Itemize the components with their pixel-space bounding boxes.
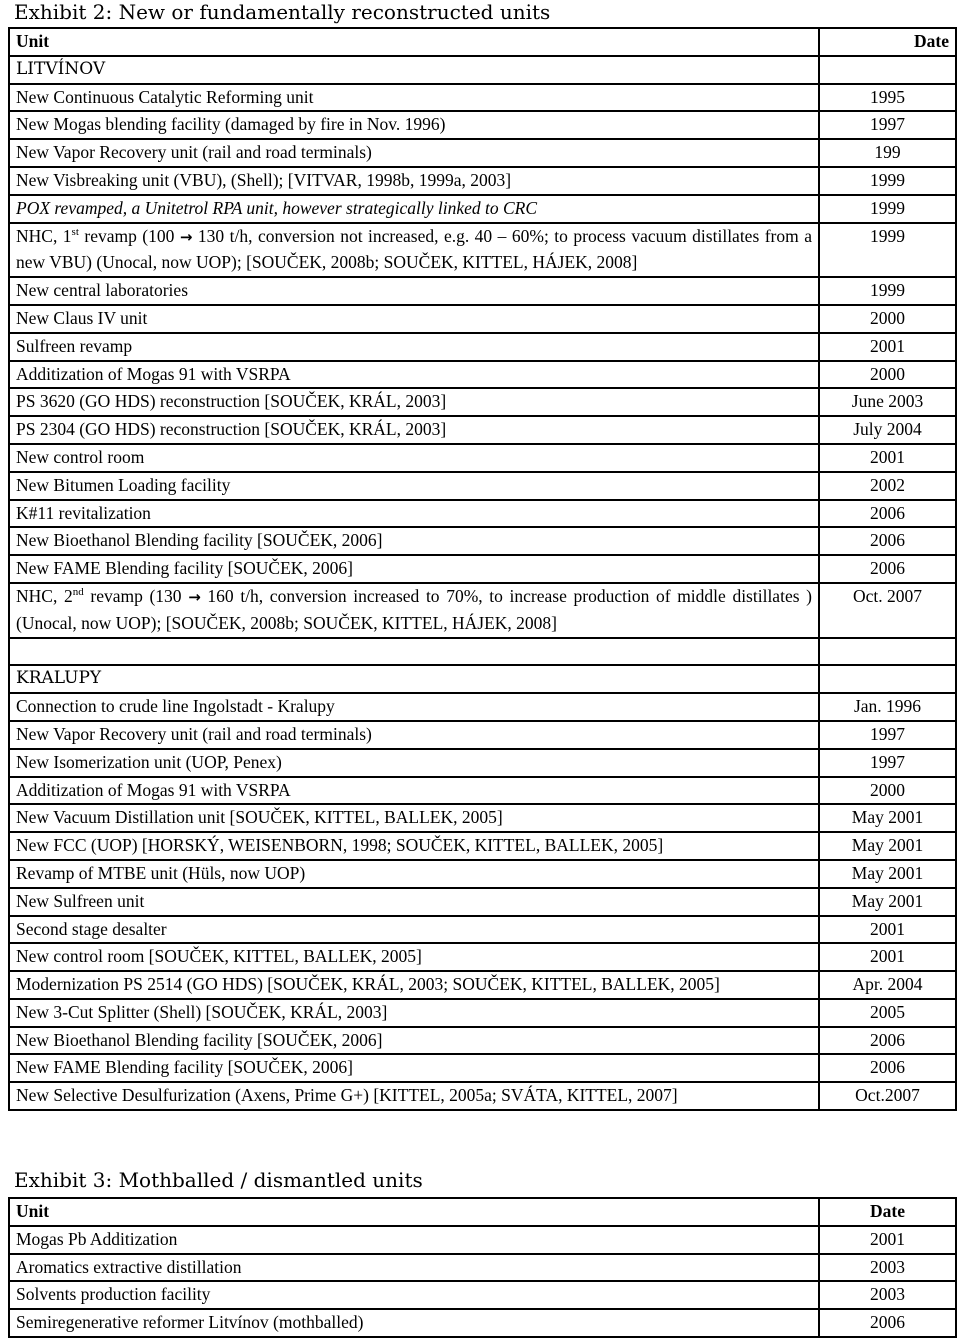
ordinal-suffix: st: [71, 225, 79, 238]
date-cell: 2006: [819, 555, 956, 583]
date-cell: 1997: [819, 721, 956, 749]
table-row: [9, 444, 956, 472]
unit-cell: Connection to crude line Ingolstadt - Kralupy: [9, 693, 819, 721]
exhibit-2-body: [9, 28, 956, 1110]
table-row: [9, 167, 956, 195]
unit-cell: New Vapor Recovery unit (rail and road terminals): [9, 139, 819, 167]
unit-cell: Aromatics extractive distillation: [9, 1254, 819, 1282]
table-header-row: [9, 1198, 956, 1226]
date-cell: 2001: [819, 1226, 956, 1254]
unit-cell: PS 3620 (GO HDS) reconstruction [SOUČEK, KRÁL, 2003]: [9, 388, 819, 416]
date-cell: Apr. 2004: [819, 971, 956, 999]
unit-cell: Mogas Pb Additization: [9, 1226, 819, 1254]
date-column-header: Date: [819, 1198, 956, 1226]
table-row: [9, 84, 956, 112]
date-cell: July 2004: [819, 416, 956, 444]
date-cell: 2006: [819, 500, 956, 528]
table-row: [9, 1226, 956, 1254]
date-cell: 2000: [819, 305, 956, 333]
table-row: [9, 223, 956, 278]
date-cell: 2006: [819, 1027, 956, 1055]
date-cell: 2006: [819, 527, 956, 555]
date-cell: 2003: [819, 1281, 956, 1309]
table-row: [9, 388, 956, 416]
table-row: [9, 583, 956, 638]
revamp-details: 130 t/h, conversion not increased, e.g. 40 – 60%; to process vacuum distillates from a new VBU) (Unocal, now UOP); [SOUČEK, 2008b; SOUČEK, KITTEL, HÁJEK, 2008]: [16, 225, 812, 273]
exhibit-2-title: Exhibit 2: New or fundamentally reconstructed units: [14, 0, 551, 24]
table-row: [9, 1254, 956, 1282]
revamp-text: revamp (130: [83, 585, 189, 606]
table-row: [9, 693, 956, 721]
date-cell: 2003: [819, 1254, 956, 1282]
unit-cell: New Continuous Catalytic Reforming unit: [9, 84, 819, 112]
table-row: [9, 916, 956, 944]
unit-cell: New Claus IV unit: [9, 305, 819, 333]
date-cell: 2001: [819, 943, 956, 971]
section-row-kralupy: [9, 665, 956, 693]
unit-cell: New Selective Desulfurization (Axens, Prime G+) [KITTEL, 2005a; SVÁTA, KITTEL, 2007]: [9, 1082, 819, 1110]
unit-cell: New control room: [9, 444, 819, 472]
date-cell: May 2001: [819, 888, 956, 916]
exhibit-3-body: [9, 1198, 956, 1337]
date-cell: 1999: [819, 195, 956, 223]
unit-cell: Sulfreen revamp: [9, 333, 819, 361]
unit-column-header: Unit: [9, 1198, 819, 1226]
table-row: [9, 500, 956, 528]
table-row: [9, 527, 956, 555]
table-row: [9, 888, 956, 916]
table-row: [9, 1281, 956, 1309]
date-cell: June 2003: [819, 388, 956, 416]
revamp-text: revamp (100: [78, 225, 180, 246]
table-row: [9, 1082, 956, 1110]
date-cell: May 2001: [819, 832, 956, 860]
unit-cell: Revamp of MTBE unit (Hüls, now UOP): [9, 860, 819, 888]
nhc-label: NHC, 1: [16, 225, 72, 246]
date-cell: 2005: [819, 999, 956, 1027]
unit-cell: New control room [SOUČEK, KITTEL, BALLEK, 2005]: [9, 943, 819, 971]
exhibit-2-table: [8, 27, 957, 1111]
date-cell: May 2001: [819, 860, 956, 888]
section-date-empty: [819, 665, 956, 693]
unit-cell: Solvents production facility: [9, 1281, 819, 1309]
section-row-litvinov: [9, 56, 956, 84]
ordinal-suffix: nd: [72, 586, 84, 599]
unit-cell: New Bioethanol Blending facility [SOUČEK, 2006]: [9, 527, 819, 555]
date-cell: 1999: [819, 277, 956, 305]
date-cell: 1995: [819, 84, 956, 112]
nhc-label: NHC, 2: [16, 585, 73, 606]
section-label-litvinov: LITVÍNOV: [9, 56, 819, 84]
date-cell: 1997: [819, 749, 956, 777]
unit-cell: Modernization PS 2514 (GO HDS) [SOUČEK, KRÁL, 2003; SOUČEK, KITTEL, BALLEK, 2005]: [9, 971, 819, 999]
date-column-header: Date: [819, 28, 956, 56]
table-row: [9, 721, 956, 749]
table-row: [9, 999, 956, 1027]
table-row: [9, 305, 956, 333]
date-cell: 1999: [819, 223, 956, 278]
table-row: [9, 333, 956, 361]
date-cell: Oct.2007: [819, 1082, 956, 1110]
table-row: [9, 139, 956, 167]
date-cell: Jan. 1996: [819, 693, 956, 721]
unit-cell: New Isomerization unit (UOP, Penex): [9, 749, 819, 777]
table-row: [9, 195, 956, 223]
table-row: [9, 777, 956, 805]
date-cell: 2001: [819, 333, 956, 361]
unit-cell: [9, 583, 819, 638]
table-row: [9, 860, 956, 888]
date-cell: 2006: [819, 1309, 956, 1337]
unit-cell: Semiregenerative reformer Litvínov (mothballed): [9, 1309, 819, 1337]
unit-cell: New Visbreaking unit (VBU), (Shell); [VITVAR, 1998b, 1999a, 2003]: [9, 167, 819, 195]
table-row: [9, 416, 956, 444]
table-row: [9, 472, 956, 500]
table-row: [9, 277, 956, 305]
unit-cell: New Mogas blending facility (damaged by fire in Nov. 1996): [9, 111, 819, 139]
date-cell: 199: [819, 139, 956, 167]
unit-cell: New Bitumen Loading facility: [9, 472, 819, 500]
unit-cell: New Vapor Recovery unit (rail and road terminals): [9, 721, 819, 749]
unit-cell: Second stage desalter: [9, 916, 819, 944]
date-cell: Oct. 2007: [819, 583, 956, 638]
date-cell: 2001: [819, 444, 956, 472]
unit-cell: New central laboratories: [9, 277, 819, 305]
arrow-right-icon: →: [179, 227, 193, 246]
table-row: [9, 832, 956, 860]
spacer-cell: [9, 638, 819, 666]
date-cell: 2000: [819, 777, 956, 805]
date-cell: May 2001: [819, 804, 956, 832]
unit-cell: PS 2304 (GO HDS) reconstruction [SOUČEK, KRÁL, 2003]: [9, 416, 819, 444]
unit-cell: New Sulfreen unit: [9, 888, 819, 916]
table-row: [9, 804, 956, 832]
table-row: [9, 971, 956, 999]
date-cell: 2000: [819, 361, 956, 389]
spacer-cell: [819, 638, 956, 666]
unit-column-header: Unit: [9, 28, 819, 56]
section-date-empty: [819, 56, 956, 84]
table-row: [9, 555, 956, 583]
unit-cell: Additization of Mogas 91 with VSRPA: [9, 777, 819, 805]
unit-cell: New FCC (UOP) [HORSKÝ, WEISENBORN, 1998; SOUČEK, KITTEL, BALLEK, 2005]: [9, 832, 819, 860]
unit-cell: New FAME Blending facility [SOUČEK, 2006]: [9, 1054, 819, 1082]
table-header-row: [9, 28, 956, 56]
table-row: [9, 111, 956, 139]
exhibit-3-table: [8, 1197, 957, 1338]
date-cell: 2002: [819, 472, 956, 500]
revamp-details: 160 t/h, conversion increased to 70%, to increase production of middle distillates ) (Unocal, now UOP); [SOUČEK, 2008b; SOUČEK, KITTEL, HÁJEK, 2008]: [16, 585, 812, 633]
unit-cell: New Bioethanol Blending facility [SOUČEK, 2006]: [9, 1027, 819, 1055]
unit-cell: Additization of Mogas 91 with VSRPA: [9, 361, 819, 389]
date-cell: 2001: [819, 916, 956, 944]
unit-cell: New Vacuum Distillation unit [SOUČEK, KITTEL, BALLEK, 2005]: [9, 804, 819, 832]
date-cell: 1997: [819, 111, 956, 139]
unit-cell: K#11 revitalization: [9, 500, 819, 528]
exhibit-3-title: Exhibit 3: Mothballed / dismantled units: [14, 1168, 423, 1192]
arrow-right-icon: →: [188, 587, 201, 606]
unit-cell: New 3-Cut Splitter (Shell) [SOUČEK, KRÁL, 2003]: [9, 999, 819, 1027]
date-cell: 2006: [819, 1054, 956, 1082]
table-row: [9, 1027, 956, 1055]
unit-cell: New FAME Blending facility [SOUČEK, 2006]: [9, 555, 819, 583]
section-label-kralupy: KRALUPY: [9, 665, 819, 693]
table-row: [9, 1309, 956, 1337]
date-cell: 1999: [819, 167, 956, 195]
unit-cell: POX revamped, a Unitetrol RPA unit, however strategically linked to CRC: [9, 195, 819, 223]
table-row: [9, 749, 956, 777]
unit-cell: [9, 223, 819, 278]
table-row: [9, 1054, 956, 1082]
table-row: [9, 361, 956, 389]
table-row: [9, 943, 956, 971]
spacer-row: [9, 638, 956, 666]
